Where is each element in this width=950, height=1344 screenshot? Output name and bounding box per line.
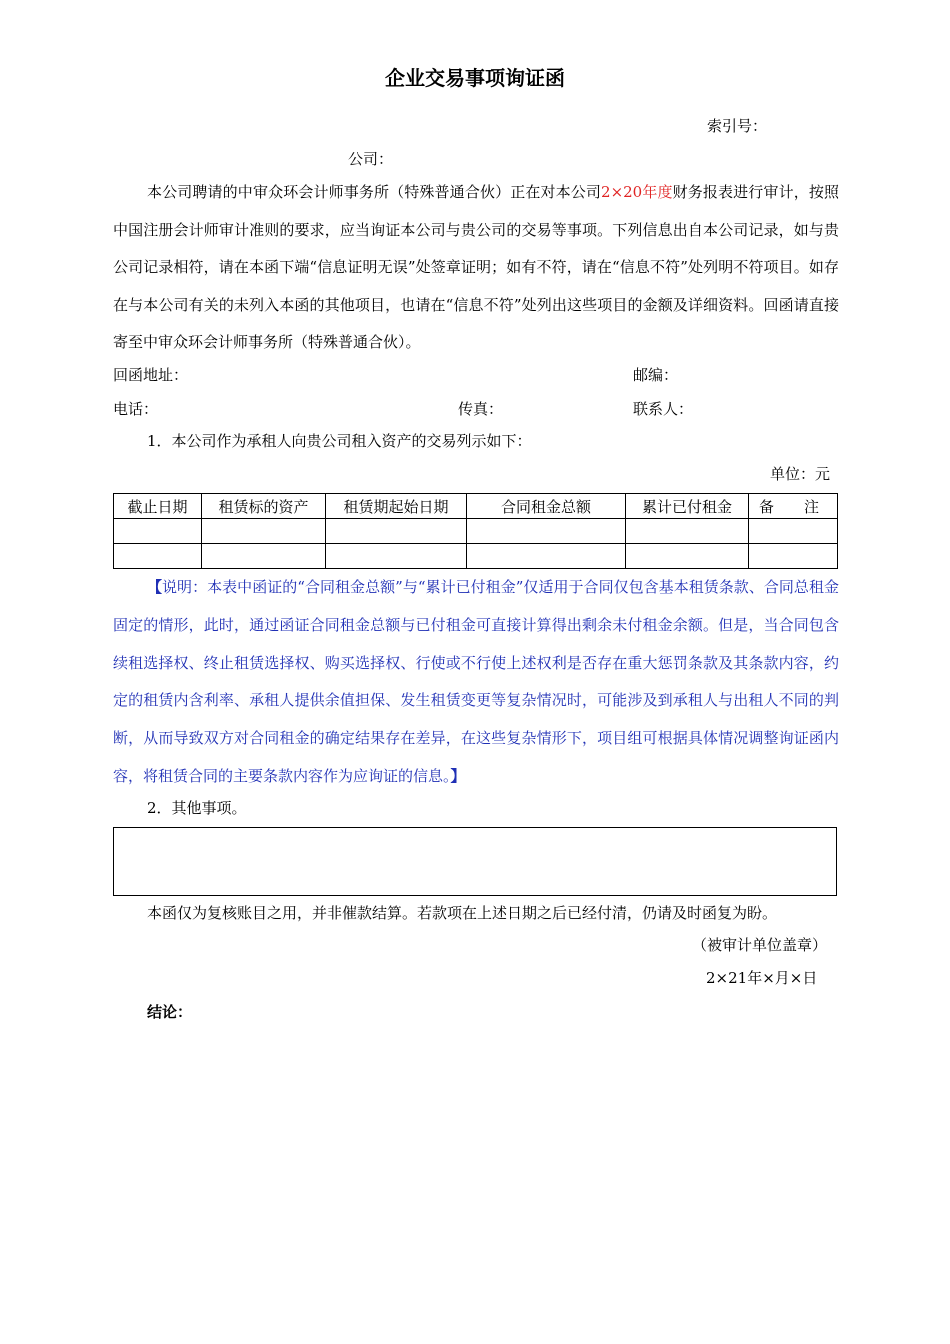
table-cell xyxy=(626,519,749,544)
note-close-bracket: 】 xyxy=(450,766,466,785)
phone-label: 电话： xyxy=(113,400,159,418)
other-matters-box xyxy=(113,827,837,896)
table-cell xyxy=(326,519,467,544)
table-cell xyxy=(326,544,467,569)
table-cell xyxy=(202,544,326,569)
header-contract-rent-total: 合同租金总额 xyxy=(467,494,626,519)
table-cell xyxy=(467,519,626,544)
lease-table xyxy=(113,493,838,569)
note-text: 说明：本表中函证的“合同租金总额”与“累计已付租金”仅适用于合同仅包含基本租赁条款、合同总租金固定的情形，此时，通过函证合同租金总额与已付租金可直接计算得出剩余未付租金余额。但是，当合同包含续租选择权、终止租赁选择权、购买选择权、行使或不行使上述权利是否存在重大惩罚条款及其条款内容，约定的租赁内含利率、承租人提供余值担保、发生租赁变更等复杂情况时，可能涉及到承租人与出租人不同的判断，从而导致双方对合同租金的确定结果存在差异，在这些复杂情形下，项目组可根据具体情况调整询证函内容，将租赁合同的主要条款内容作为应询证的信息。 xyxy=(113,578,839,785)
header-remarks: 备 注 xyxy=(749,494,838,519)
intro-part1: 本公司聘请的中审众环会计师事务所（特殊普通合伙）正在对本公司 xyxy=(147,183,602,201)
unit-label: 单位：元 xyxy=(770,465,831,483)
conclusion-label: 结论： xyxy=(147,1003,193,1021)
section-2-heading: 2．其他事项。 xyxy=(147,799,247,817)
table-cell xyxy=(202,519,326,544)
index-number-label: 索引号： xyxy=(707,117,768,135)
header-cutoff-date: 截止日期 xyxy=(114,494,202,519)
note-open-bracket: 【 xyxy=(147,578,163,596)
closing-statement: 本函仅为复核账目之用，并非催款结算。若款项在上述日期之后已经付清，仍请及时函复为盼。 xyxy=(147,904,778,922)
section-1-heading: 1．本公司作为承租人向贵公司租入资产的交易列示如下： xyxy=(147,432,532,450)
header-cumulative-rent-paid: 累计已付租金 xyxy=(626,494,749,519)
table-cell xyxy=(626,544,749,569)
table-cell xyxy=(114,544,202,569)
explanation-note xyxy=(113,569,839,796)
table-row xyxy=(114,544,838,569)
table-header-row xyxy=(114,494,838,519)
table-cell xyxy=(749,519,838,544)
contact-person-label: 联系人： xyxy=(633,400,694,418)
audit-year: 2×20年度 xyxy=(601,183,673,201)
header-leased-asset: 租赁标的资产 xyxy=(202,494,326,519)
page-title: 企业交易事项询证函 xyxy=(385,66,565,90)
company-label: 公司： xyxy=(348,150,394,168)
table-cell xyxy=(467,544,626,569)
table-cell xyxy=(749,544,838,569)
table-row xyxy=(114,519,838,544)
header-lease-start-date: 租赁期起始日期 xyxy=(326,494,467,519)
letter-date: 2×21年×月×日 xyxy=(706,969,818,987)
table-cell xyxy=(114,519,202,544)
company-stamp-label: （被审计单位盖章） xyxy=(692,936,828,954)
return-address-label: 回函地址： xyxy=(113,366,189,384)
postcode-label: 邮编： xyxy=(633,366,679,384)
fax-label: 传真： xyxy=(458,400,504,418)
intro-part2: 财务报表进行审计，按照中国注册会计师审计准则的要求，应当询证本公司与贵公司的交易等事项。下列信息出自本公司记录，如与贵公司记录相符，请在本函下端“信息证明无误”处签章证明；如有不符，请在“信息不符”处列明不符项目。如存在与本公司有关的未列入本函的其他项目，也请在“信息不符”处列出这些项目的金额及详细资料。回函请直接寄至中审众环会计师事务所（特殊普通合伙）。 xyxy=(113,183,839,352)
intro-paragraph xyxy=(113,174,839,362)
